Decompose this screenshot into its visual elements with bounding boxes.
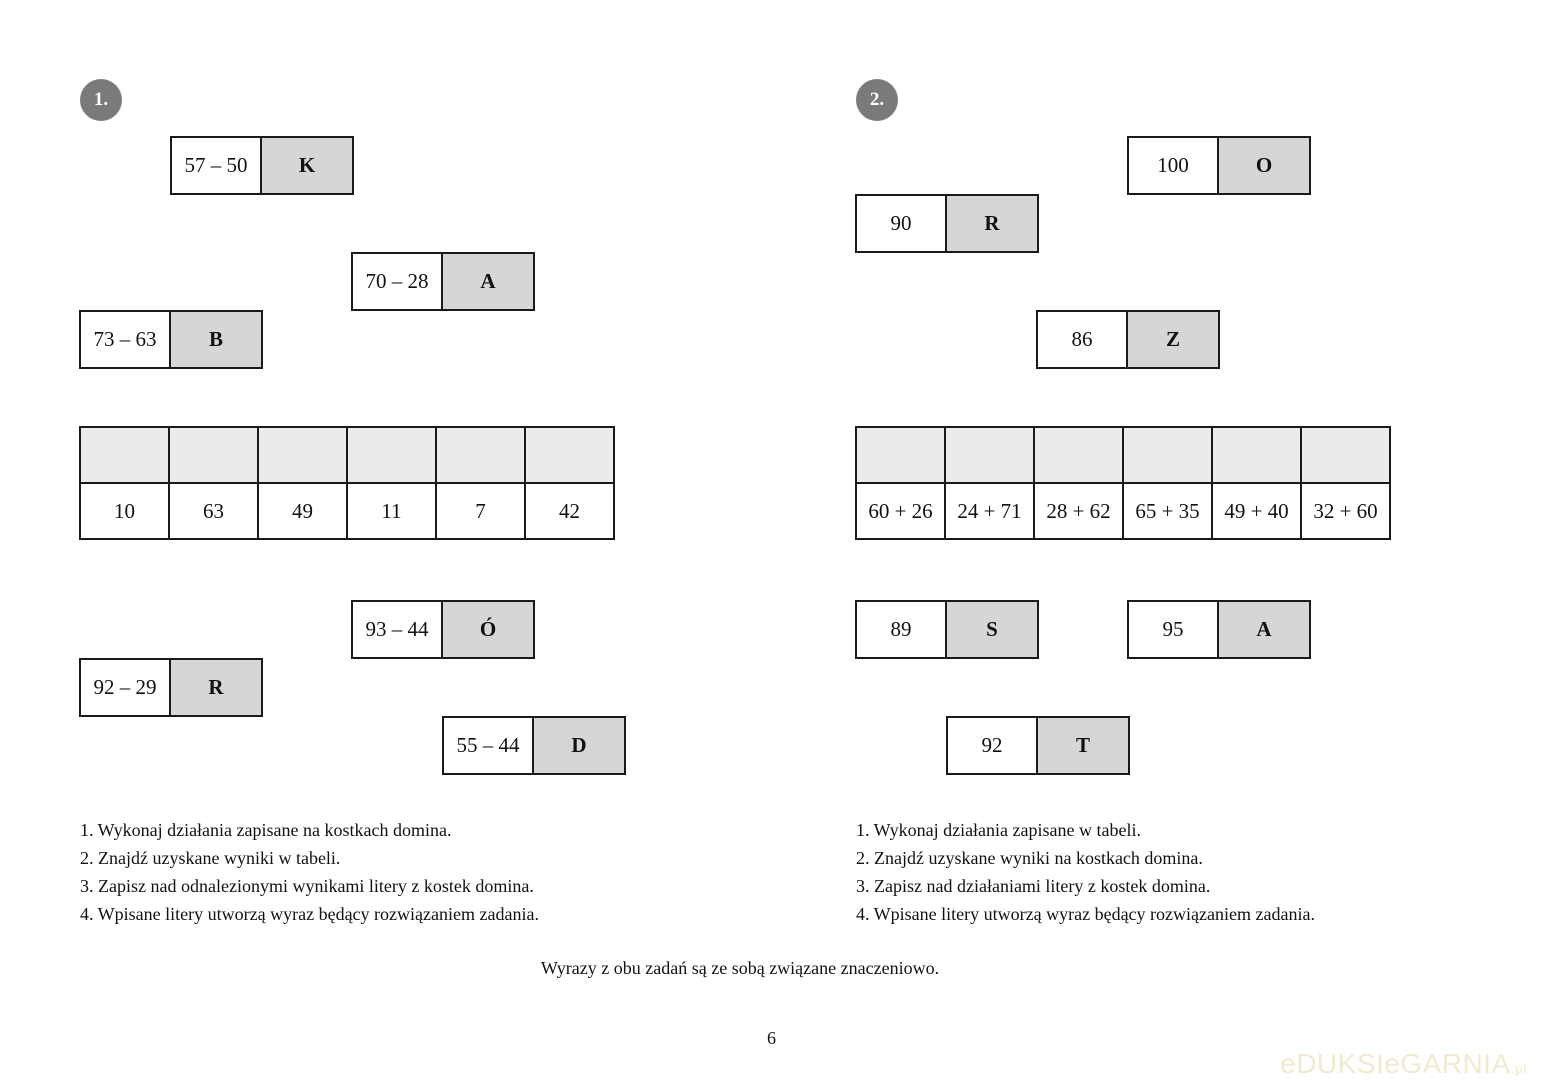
domino-letter: D	[534, 718, 624, 773]
domino-tile	[79, 310, 263, 369]
result-cell: 7	[436, 483, 525, 539]
domino-tile	[1127, 600, 1311, 659]
answer-row-empty	[856, 427, 1390, 483]
expression-cell: 32 + 60	[1301, 483, 1390, 539]
result-cell: 42	[525, 483, 614, 539]
domino-expression: 55 – 44	[444, 718, 534, 773]
watermark-logo	[1280, 1048, 1527, 1080]
expression-cell: 60 + 26	[856, 483, 945, 539]
domino-tile	[946, 716, 1130, 775]
domino-number: 86	[1038, 312, 1128, 367]
domino-tile	[351, 252, 535, 311]
expression-cell: 28 + 62	[1034, 483, 1123, 539]
answer-cell[interactable]	[525, 427, 614, 483]
task-2-number-badge: 2.	[856, 79, 898, 121]
domino-number: 95	[1129, 602, 1219, 657]
instruction-line: 4. Wpisane litery utworzą wyraz będący rozwiązaniem zadania.	[80, 904, 539, 924]
task-1-number-badge: 1.	[80, 79, 122, 121]
domino-tile	[351, 600, 535, 659]
domino-expression: 70 – 28	[353, 254, 443, 309]
result-row	[80, 483, 614, 539]
result-cell: 11	[347, 483, 436, 539]
answer-cell[interactable]	[1301, 427, 1390, 483]
domino-tile	[79, 658, 263, 717]
instruction-line: 1. Wykonaj działania zapisane na kostkach domina.	[80, 820, 452, 840]
domino-tile	[855, 600, 1039, 659]
task-1-answer-table	[79, 426, 615, 540]
domino-tile	[855, 194, 1039, 253]
domino-number: 100	[1129, 138, 1219, 193]
domino-letter: O	[1219, 138, 1309, 193]
domino-expression: 73 – 63	[81, 312, 171, 367]
answer-row-empty	[80, 427, 614, 483]
expression-cell: 24 + 71	[945, 483, 1034, 539]
task-2-instructions	[856, 816, 1315, 928]
expression-row	[856, 483, 1390, 539]
domino-letter: R	[947, 196, 1037, 251]
answer-cell[interactable]	[436, 427, 525, 483]
watermark-text: eDUKSIeGARNIA	[1280, 1048, 1511, 1079]
domino-tile	[170, 136, 354, 195]
domino-tile	[1127, 136, 1311, 195]
answer-cell[interactable]	[945, 427, 1034, 483]
domino-letter: T	[1038, 718, 1128, 773]
answer-cell[interactable]	[1123, 427, 1212, 483]
domino-letter: A	[1219, 602, 1309, 657]
instruction-line: 4. Wpisane litery utworzą wyraz będący rozwiązaniem zadania.	[856, 904, 1315, 924]
domino-letter: R	[171, 660, 261, 715]
footer-note: Wyrazy z obu zadań są ze sobą związane znaczeniowo.	[540, 958, 940, 978]
page-number: 6	[767, 1028, 776, 1048]
instruction-line: 3. Zapisz nad odnalezionymi wynikami litery z kostek domina.	[80, 876, 534, 896]
answer-cell[interactable]	[258, 427, 347, 483]
answer-cell[interactable]	[80, 427, 169, 483]
result-cell: 63	[169, 483, 258, 539]
domino-letter: S	[947, 602, 1037, 657]
result-cell: 49	[258, 483, 347, 539]
instruction-line: 2. Znajdź uzyskane wyniki na kostkach domina.	[856, 848, 1203, 868]
domino-letter: Z	[1128, 312, 1218, 367]
answer-cell[interactable]	[347, 427, 436, 483]
task-1-instructions	[80, 816, 539, 928]
domino-letter: Ó	[443, 602, 533, 657]
domino-number: 89	[857, 602, 947, 657]
watermark-tld: .pl	[1510, 1060, 1527, 1076]
domino-letter: K	[262, 138, 352, 193]
domino-number: 92	[948, 718, 1038, 773]
instruction-line: 2. Znajdź uzyskane wyniki w tabeli.	[80, 848, 341, 868]
domino-expression: 93 – 44	[353, 602, 443, 657]
domino-letter: B	[171, 312, 261, 367]
instruction-line: 1. Wykonaj działania zapisane w tabeli.	[856, 820, 1141, 840]
answer-cell[interactable]	[856, 427, 945, 483]
domino-tile	[1036, 310, 1220, 369]
answer-cell[interactable]	[169, 427, 258, 483]
answer-cell[interactable]	[1034, 427, 1123, 483]
domino-expression: 57 – 50	[172, 138, 262, 193]
domino-expression: 92 – 29	[81, 660, 171, 715]
answer-cell[interactable]	[1212, 427, 1301, 483]
domino-number: 90	[857, 196, 947, 251]
result-cell: 10	[80, 483, 169, 539]
instruction-line: 3. Zapisz nad działaniami litery z kostek domina.	[856, 876, 1211, 896]
task-2-answer-table	[855, 426, 1391, 540]
domino-tile	[442, 716, 626, 775]
expression-cell: 65 + 35	[1123, 483, 1212, 539]
expression-cell: 49 + 40	[1212, 483, 1301, 539]
domino-letter: A	[443, 254, 533, 309]
